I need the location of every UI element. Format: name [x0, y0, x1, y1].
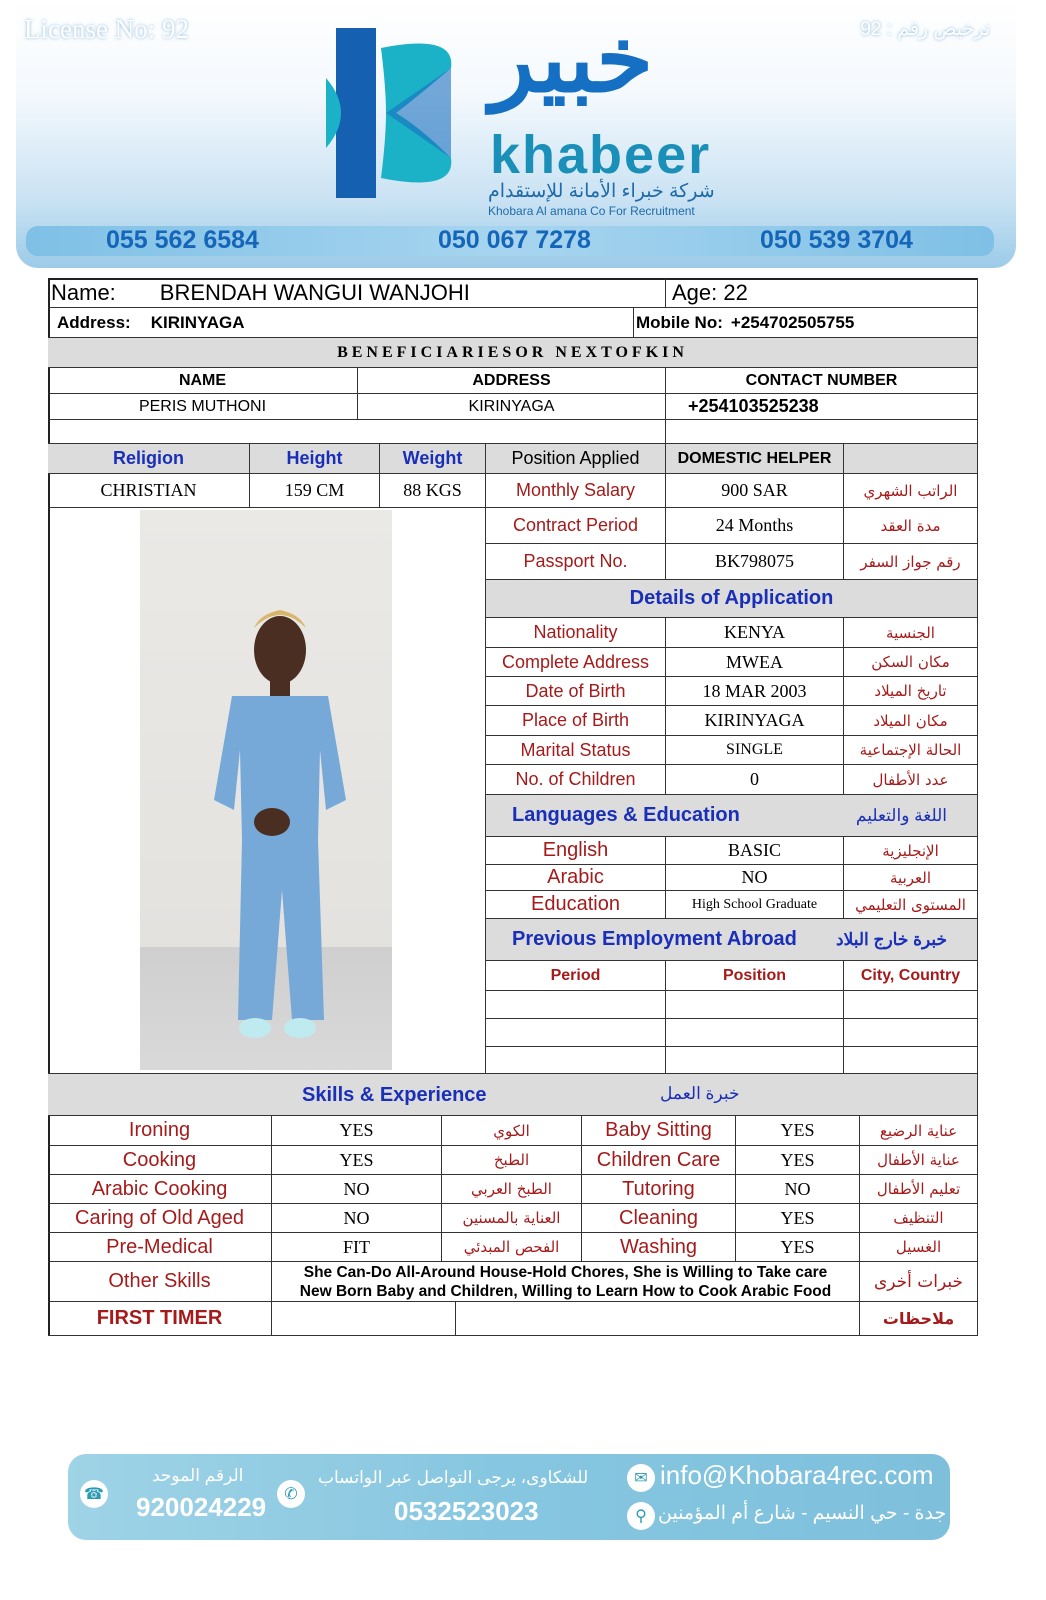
details-row-ar: تاريخ الميلاد	[844, 677, 978, 706]
license-number-en: License No: 92	[24, 14, 189, 44]
weight-value: 88 KGS	[380, 474, 486, 508]
language-row-label: Education	[486, 891, 666, 919]
company-name-en: Khobara Al amana Co For Recruitment	[488, 204, 695, 218]
skill-label: Pre-Medical	[48, 1233, 272, 1262]
location-pin-icon: ⚲	[627, 1502, 655, 1530]
other-skills-label: Other Skills	[48, 1262, 272, 1302]
skill-label-ar: عناية الأطفال	[860, 1146, 978, 1175]
salary-label-ar: الراتب الشهري	[844, 474, 978, 508]
skill-label: Tutoring	[582, 1175, 736, 1204]
language-row-ar: المستوى التعليمي	[844, 891, 978, 919]
details-row-value: MWEA	[666, 648, 844, 677]
language-row-ar: الإنجليزية	[844, 837, 978, 865]
employment-title-row	[486, 919, 978, 961]
skill-label-ar: التنظيف	[860, 1204, 978, 1233]
languages-title: Languages & Education	[512, 804, 740, 826]
position-applied-empty	[844, 444, 978, 474]
candidate-address: KIRINYAGA	[150, 312, 245, 332]
passport-label-ar: رقم جواز السفر	[844, 544, 978, 580]
kin-header-name: NAME	[48, 368, 358, 394]
height-header: Height	[250, 444, 380, 474]
skill-label-ar: الطبخ	[442, 1146, 582, 1175]
passport-label: Passport No.	[486, 544, 666, 580]
religion-header: Religion	[48, 444, 250, 474]
email-icon: ✉	[627, 1464, 655, 1492]
phone-icon: ☎	[80, 1480, 108, 1508]
language-row-value: High School Graduate	[666, 891, 844, 919]
kin-contact: +254103525238	[666, 394, 978, 420]
details-row-value: KENYA	[666, 618, 844, 648]
weight-header: Weight	[380, 444, 486, 474]
skill-value: YES	[736, 1116, 860, 1146]
mobile-label: Mobile No:	[636, 312, 723, 332]
complaints-label: للشكاوى، يرجى التواصل عبر الواتساب	[318, 1468, 589, 1487]
kin-name: PERIS MUTHONI	[48, 394, 358, 420]
religion-value: CHRISTIAN	[48, 474, 250, 508]
position-applied-value: DOMESTIC HELPER	[666, 444, 844, 474]
details-row-label: Nationality	[486, 618, 666, 648]
license-number-ar: ترخيص رقم : 92	[860, 19, 990, 40]
kin-section-title: BENEFICIARIESOR NEXTOFKIN	[48, 338, 978, 368]
employment-empty-cell	[844, 1019, 978, 1047]
languages-title-row	[486, 795, 978, 837]
position-applied-label: Position Applied	[486, 444, 666, 474]
contract-value: 24 Months	[666, 508, 844, 544]
name-row	[48, 278, 666, 308]
employment-empty-cell	[666, 991, 844, 1019]
language-row-label: English	[486, 837, 666, 865]
other-skills-line-2: New Born Baby and Children, Willing to Learn How to Cook Arabic Food	[299, 1282, 832, 1300]
address-label: Address:	[57, 312, 131, 332]
kin-empty-row	[48, 420, 666, 444]
employment-empty-cell	[844, 991, 978, 1019]
kin-header-address: ADDRESS	[358, 368, 666, 394]
skill-label: Cleaning	[582, 1204, 736, 1233]
skill-label-ar: الفحص المبدئي	[442, 1233, 582, 1262]
candidate-name: BRENDAH WANGUI WANJOHI	[159, 279, 470, 305]
unified-number-label: الرقم الموحد	[152, 1466, 244, 1485]
remarks-value: FIRST TIMER	[48, 1302, 272, 1336]
language-row-ar: العربية	[844, 865, 978, 891]
remarks-empty-2	[456, 1302, 860, 1336]
skill-label: Ironing	[48, 1116, 272, 1146]
employment-title-ar: خبرة خارج البلاد	[836, 929, 947, 949]
whatsapp-icon: ✆	[277, 1480, 305, 1508]
skill-value: YES	[736, 1204, 860, 1233]
height-value: 159 CM	[250, 474, 380, 508]
skill-label-ar: تعليم الأطفال	[860, 1175, 978, 1204]
contract-label-ar: مدة العقد	[844, 508, 978, 544]
other-skills-label-ar: خبرات أخرى	[860, 1262, 978, 1302]
skill-value: NO	[272, 1175, 442, 1204]
employment-title: Previous Employment Abroad	[512, 928, 797, 950]
skills-title-ar: خبرة العمل	[660, 1084, 740, 1103]
phone-number-1[interactable]: 055 562 6584	[106, 226, 259, 254]
details-row-value: SINGLE	[666, 736, 844, 765]
skill-label-ar: عناية الرضيع	[860, 1116, 978, 1146]
skill-value: NO	[272, 1204, 442, 1233]
details-row-ar: مكان السكن	[844, 648, 978, 677]
details-row-label: No. of Children	[486, 765, 666, 795]
details-row-value: 0	[666, 765, 844, 795]
details-row-label: Place of Birth	[486, 706, 666, 736]
kin-empty-row-2	[666, 420, 978, 444]
employment-empty-cell	[844, 1047, 978, 1074]
skill-label-ar: الكوي	[442, 1116, 582, 1146]
skill-label: Arabic Cooking	[48, 1175, 272, 1204]
khabeer-logo-icon	[326, 28, 466, 198]
mobile-row	[634, 308, 978, 338]
skill-value: YES	[736, 1146, 860, 1175]
skill-value: YES	[272, 1146, 442, 1175]
phone-number-3[interactable]: 050 539 3704	[760, 226, 913, 254]
skill-label: Washing	[582, 1233, 736, 1262]
details-title: Details of Application	[486, 580, 978, 618]
kin-address: KIRINYAGA	[358, 394, 666, 420]
other-skills-text	[272, 1262, 860, 1302]
details-row-ar: عدد الأطفال	[844, 765, 978, 795]
employment-empty-cell	[666, 1047, 844, 1074]
contract-label: Contract Period	[486, 508, 666, 544]
employment-header-city: City, Country	[844, 961, 978, 991]
details-row-ar: مكان الميلاد	[844, 706, 978, 736]
skill-label-ar: الطبخ العربي	[442, 1175, 582, 1204]
employment-empty-cell	[486, 1019, 666, 1047]
unified-number[interactable]: 920024229	[136, 1492, 267, 1522]
email-address[interactable]: info@Khobara4rec.com	[660, 1460, 934, 1490]
skill-label: Children Care	[582, 1146, 736, 1175]
details-row-value: 18 MAR 2003	[666, 677, 844, 706]
employment-empty-cell	[486, 991, 666, 1019]
kin-header-contact: CONTACT NUMBER	[666, 368, 978, 394]
details-row-value: KIRINYAGA	[666, 706, 844, 736]
passport-value: BK798075	[666, 544, 844, 580]
languages-title-ar: اللغة والتعليم	[855, 805, 947, 825]
candidate-figure-icon	[140, 510, 392, 1070]
skill-label: Cooking	[48, 1146, 272, 1175]
details-row-label: Date of Birth	[486, 677, 666, 706]
whatsapp-number[interactable]: 0532523023	[394, 1496, 539, 1526]
brand-name-ar: خبير	[490, 9, 654, 111]
skill-value: YES	[736, 1233, 860, 1262]
details-row-ar: الجنسية	[844, 618, 978, 648]
skill-label: Caring of Old Aged	[48, 1204, 272, 1233]
skill-label: Baby Sitting	[582, 1116, 736, 1146]
employment-empty-cell	[486, 1047, 666, 1074]
employment-header-position: Position	[666, 961, 844, 991]
details-row-ar: الحالة الإجتماعية	[844, 736, 978, 765]
candidate-age: Age: 22	[666, 278, 978, 308]
language-row-value: NO	[666, 865, 844, 891]
phone-number-2[interactable]: 050 067 7278	[438, 226, 591, 254]
skill-value: YES	[272, 1116, 442, 1146]
details-row-label: Complete Address	[486, 648, 666, 677]
employment-header-period: Period	[486, 961, 666, 991]
skill-value: NO	[736, 1175, 860, 1204]
remarks-empty	[272, 1302, 456, 1336]
employment-empty-cell	[666, 1019, 844, 1047]
office-address: جدة - حي النسيم - شارع أم المؤمنين	[658, 1503, 947, 1524]
name-label: Name:	[51, 279, 116, 305]
skills-title: Skills & Experience	[302, 1084, 487, 1106]
salary-label: Monthly Salary	[486, 474, 666, 508]
details-row-label: Marital Status	[486, 736, 666, 765]
skill-label-ar: العناية بالمسنين	[442, 1204, 582, 1233]
other-skills-line-1: She Can-Do All-Around House-Hold Chores, She is Willing to Take care	[303, 1263, 828, 1281]
candidate-photo	[140, 510, 392, 1070]
remarks-label-ar: ملاحظات	[860, 1302, 978, 1336]
brand-name-en: khabeer	[490, 125, 712, 185]
skill-label-ar: الغسيل	[860, 1233, 978, 1262]
language-row-value: BASIC	[666, 837, 844, 865]
skills-title-row	[48, 1074, 978, 1116]
language-row-label: Arabic	[486, 865, 666, 891]
candidate-mobile: +254702505755	[730, 312, 855, 332]
company-name-ar: شركة خبراء الأمانة للإستقدام	[488, 181, 715, 202]
address-row	[48, 308, 634, 338]
salary-value: 900 SAR	[666, 474, 844, 508]
skill-value: FIT	[272, 1233, 442, 1262]
